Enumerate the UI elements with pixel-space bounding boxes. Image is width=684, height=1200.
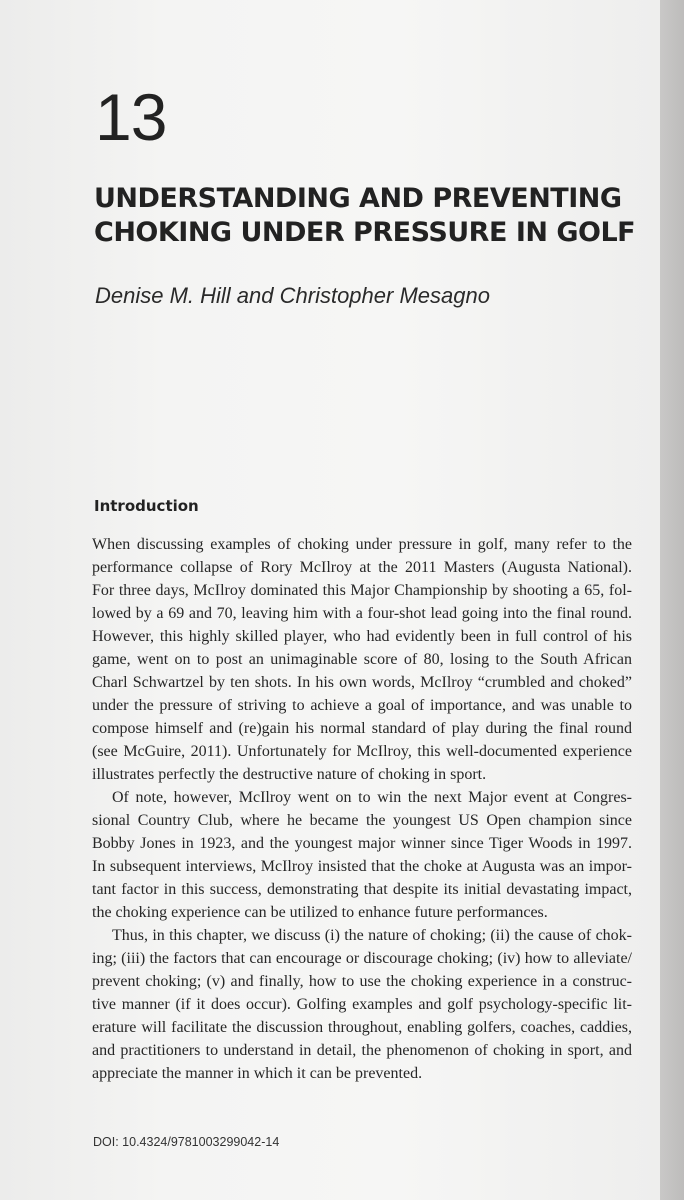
chapter-title — [94, 182, 636, 250]
text-line: For three days, McIlroy dominated this Major Championship by shooting a 65, fol- — [92, 582, 632, 599]
text-line: sional Country Club, where he became the youngest US Open champion since — [92, 812, 632, 829]
text-line: ing; (iii) the factors that can encourage or discourage choking; (iv) how to alleviate/ — [92, 950, 632, 967]
text-line: (see McGuire, 2011). Unfortunately for McIlroy, this well-documented experience — [92, 743, 632, 760]
text-line: prevent choking; (v) and finally, how to use the choking experience in a construc- — [92, 973, 632, 990]
text-line: Charl Schwartzel by ten shots. In his own words, McIlroy “crumbled and choked” — [92, 674, 632, 691]
text-line: erature will facilitate the discussion throughout, enabling golfers, coaches, caddies, — [92, 1019, 632, 1036]
text-line: In subsequent interviews, McIlroy insisted that the choke at Augusta was an impor- — [92, 858, 632, 875]
text-line: appreciate the manner in which it can be prevented. — [92, 1065, 423, 1082]
text-line: under the pressure of striving to achieve a goal of importance, and was unable to — [92, 697, 632, 714]
section-heading: Introduction — [94, 497, 199, 515]
chapter-title-line: UNDERSTANDING AND PREVENTING — [94, 183, 622, 214]
text-line: tant factor in this success, demonstrating that despite its initial devastating impact, — [92, 881, 632, 898]
text-line: the choking experience can be utilized to enhance future performances. — [92, 904, 548, 921]
paragraph — [92, 786, 632, 924]
chapter-authors: Denise M. Hill and Christopher Mesagno — [95, 283, 490, 308]
text-line: compose himself and (re)gain his normal standard of play during the final round — [92, 720, 632, 737]
text-line: lowed by a 69 and 70, leaving him with a four-shot lead going into the final round. — [92, 605, 632, 622]
text-line: and practitioners to understand in detail, the phenomenon of choking in sport, and — [92, 1042, 632, 1059]
doi-footer: DOI: 10.4324/9781003299042-14 — [93, 1135, 280, 1149]
body-text — [92, 533, 632, 1085]
page-spine-shadow — [660, 0, 684, 1200]
paragraph — [92, 533, 632, 786]
text-line: When discussing examples of choking under pressure in golf, many refer to the — [92, 536, 632, 553]
chapter-title-line: CHOKING UNDER PRESSURE IN GOLF — [94, 217, 636, 248]
paragraph — [92, 924, 632, 1085]
text-line: game, went on to post an unimaginable score of 80, losing to the South African — [92, 651, 632, 668]
text-line: Bobby Jones in 1923, and the youngest major winner since Tiger Woods in 1997. — [92, 835, 632, 852]
text-line: tive manner (if it does occur). Golfing examples and golf psychology-specific lit- — [92, 996, 632, 1013]
chapter-number: 13 — [95, 80, 167, 154]
text-line: illustrates perfectly the destructive nature of choking in sport. — [92, 766, 487, 783]
text-line: performance collapse of Rory McIlroy at the 2011 Masters (Augusta National). — [92, 559, 632, 576]
text-line: However, this highly skilled player, who had evidently been in full control of his — [92, 628, 632, 645]
text-line: Thus, in this chapter, we discuss (i) the nature of choking; (ii) the cause of chok- — [112, 927, 632, 944]
text-line: Of note, however, McIlroy went on to win the next Major event at Congres- — [112, 789, 632, 806]
